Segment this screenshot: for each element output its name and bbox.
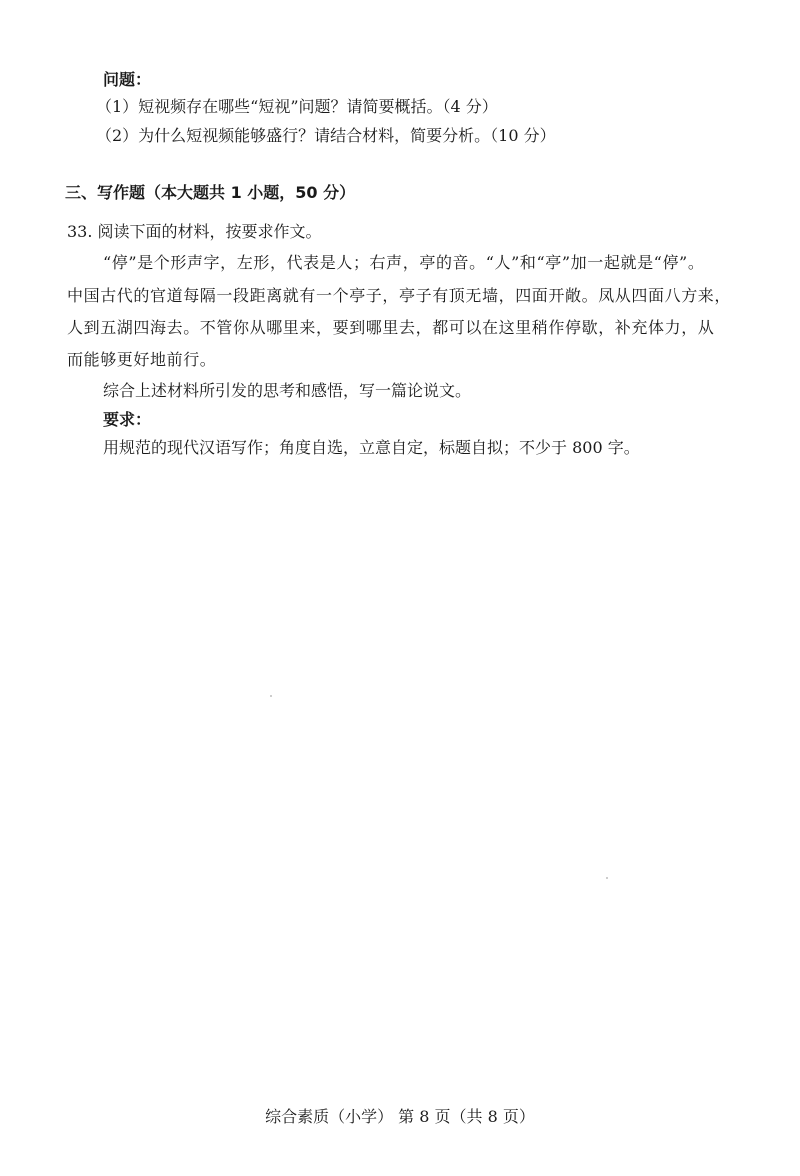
questions-heading: 问题： <box>103 70 152 89</box>
requirements-heading: 要求： <box>103 410 152 429</box>
scan-speck <box>270 695 272 697</box>
scan-speck <box>606 877 608 879</box>
passage-line-1: “停”是个形声字，左形，代表是人；右声，亭的音。“人”和“亭”加一起就是“停”。 <box>103 253 705 272</box>
passage-line-2: 中国古代的官道每隔一段距离就有一个亭子，亭子有顶无墙，四面开敞。凤从四面八方来， <box>67 286 732 305</box>
question-2: （2）为什么短视频能够盛行？请结合材料，简要分析。（10 分） <box>96 126 556 145</box>
question-1: （1）短视频存在哪些“短视”问题？请简要概括。（4 分） <box>96 97 498 116</box>
essay-instruction: 综合上述材料所引发的思考和感悟，写一篇论说文。 <box>103 381 472 400</box>
essay-question-number: 33. 阅读下面的材料，按要求作文。 <box>67 222 322 241</box>
page-footer: 综合素质（小学） 第 8 页（共 8 页） <box>265 1107 535 1126</box>
passage-line-4: 而能够更好地前行。 <box>67 350 217 369</box>
passage-line-3: 人到五湖四海去。不管你从哪里来，要到哪里去，都可以在这里稍作停歇，补充体力，从 <box>67 318 715 337</box>
section-3-title: 三、写作题（本大题共 1 小题，50 分） <box>65 183 356 202</box>
requirements-text: 用规范的现代汉语写作；角度自选，立意自定，标题自拟；不少于 800 字。 <box>103 438 640 457</box>
